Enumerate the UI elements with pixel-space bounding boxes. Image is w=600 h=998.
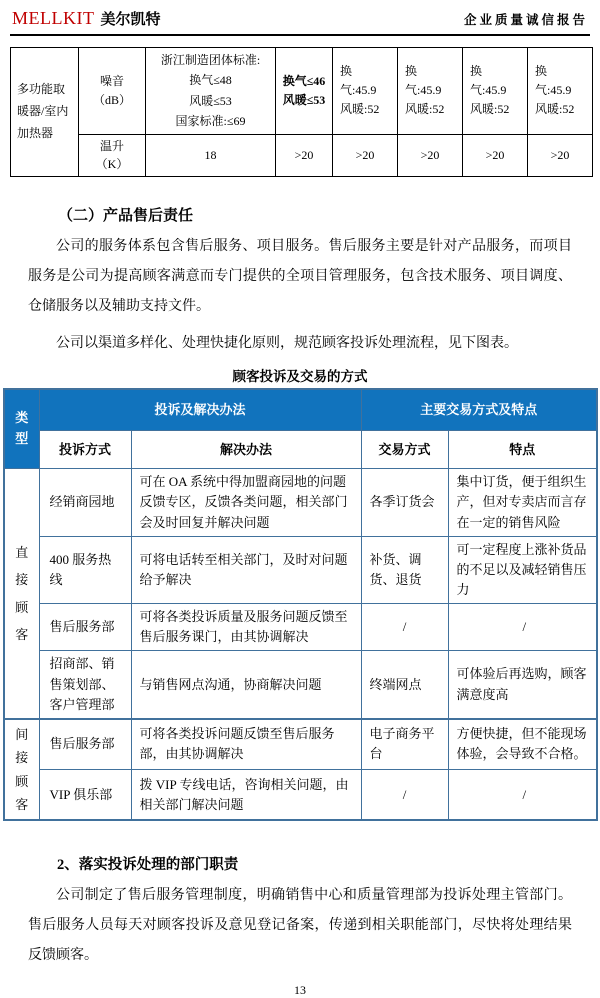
measured-line: 换 bbox=[405, 64, 418, 78]
trade-cell: 终端网点 bbox=[361, 651, 448, 719]
subheader-trade: 交易方式 bbox=[361, 431, 448, 469]
feature-cell: 可一定程度上涨补货品的不足以及减轻销售压力 bbox=[448, 536, 597, 603]
section-heading-duty: 2、落实投诉处理的部门职责 bbox=[57, 857, 239, 874]
temp-standard: 18 bbox=[146, 134, 276, 176]
header-type bbox=[4, 389, 39, 469]
measured-line: 风暖:52 bbox=[535, 102, 575, 117]
temp-value: >20 bbox=[398, 134, 463, 176]
temp-value: >20 bbox=[463, 134, 528, 176]
temp-value: >20 bbox=[333, 134, 398, 176]
standard-line: 风暖≤53 bbox=[189, 93, 232, 108]
header-complaint-group: 投诉及解决办法 bbox=[39, 389, 361, 431]
table-row bbox=[4, 651, 597, 719]
metric-unit: （K） bbox=[95, 157, 129, 172]
report-title: 企业质量诚信报告 bbox=[463, 13, 588, 27]
spec-measured-cell bbox=[463, 48, 528, 135]
spec-table bbox=[10, 47, 593, 177]
table-row bbox=[4, 469, 597, 536]
feature-cell: 集中订货，便于组织生产，但对专卖店而言存在一定的销售风险 bbox=[448, 469, 597, 536]
standard-line: 浙江制造团体标准: bbox=[160, 53, 261, 67]
measured-line: 风暖:52 bbox=[340, 102, 380, 117]
method-cell: 经销商园地 bbox=[39, 469, 131, 536]
subheader-feature: 特点 bbox=[448, 431, 597, 469]
subheader-solution: 解决办法 bbox=[131, 431, 361, 469]
complaint-table bbox=[3, 388, 598, 822]
standard-line: 国家标准:≤69 bbox=[175, 114, 246, 129]
type-label: 直接顾客 bbox=[15, 544, 29, 642]
page-number: 13 bbox=[294, 983, 306, 998]
measured-line: 换 bbox=[535, 64, 548, 78]
page-header bbox=[10, 6, 590, 36]
type-cell-direct bbox=[4, 469, 39, 719]
measured-line: 气:45.9 bbox=[470, 83, 507, 98]
limit-line: 换气≤46 bbox=[282, 74, 326, 89]
feature-cell: 方便快捷，但不能现场体验，会导致不合格。 bbox=[448, 719, 597, 770]
paragraph: 公司以渠道多样化、处理快捷化原则，规范顾客投诉处理流程，见下图表。 bbox=[56, 335, 518, 351]
table-header-row bbox=[4, 389, 597, 431]
spec-row-noise bbox=[11, 48, 593, 135]
spec-measured-cell bbox=[528, 48, 593, 135]
method-cell: VIP 俱乐部 bbox=[39, 770, 131, 821]
method-cell: 招商部、销售策划部、 客户管理部 bbox=[39, 651, 131, 719]
solution-cell: 可将各类投诉质量及服务问题反馈至售后服务课门，由其协调解决 bbox=[131, 604, 361, 651]
limit-line: 风暖≤53 bbox=[282, 92, 326, 107]
table-row bbox=[4, 536, 597, 603]
table-row bbox=[4, 719, 597, 770]
subheader-method: 投诉方式 bbox=[39, 431, 131, 469]
measured-line: 换 bbox=[340, 64, 353, 78]
metric-label: 温升 bbox=[99, 138, 124, 153]
metric-label: 噪音 bbox=[99, 74, 124, 89]
brand bbox=[12, 8, 161, 29]
temp-value: >20 bbox=[528, 134, 593, 176]
trade-cell: 各季订货会 bbox=[361, 469, 448, 536]
trade-cell: 补货、调货、退货 bbox=[361, 536, 448, 603]
spec-row-temp bbox=[11, 134, 593, 176]
spec-metric-temp bbox=[79, 134, 146, 176]
standard-line: 换气≤48 bbox=[189, 73, 232, 88]
temp-limit: >20 bbox=[276, 134, 333, 176]
brand-logo-text: MELLKIT bbox=[12, 8, 95, 28]
measured-line: 气:45.9 bbox=[535, 83, 572, 98]
spec-metric-noise bbox=[79, 48, 146, 135]
type-cell-indirect bbox=[4, 719, 39, 821]
solution-cell: 与销售网点沟通，协商解决问题 bbox=[131, 651, 361, 719]
spec-measured-cell bbox=[398, 48, 463, 135]
paragraph: 公司的服务体系包含售后服务、项目服务。售后服务主要是针对产品服务，而项目服务是公司为提高顾客满意而专门提供的全项目管理服务，包含技术服务、项目调度、仓储服务以及辅助支持文件。 bbox=[28, 238, 572, 314]
paragraph: 公司制定了售后服务管理制度，明确销售中心和质量管理部为投诉处理主管部门。售后服务人员每天对顾客投诉及意见登记备案，传递到相关职能部门，尽快将处理结果反馈顾客。 bbox=[28, 888, 572, 964]
method-cell: 售后服务部 bbox=[39, 604, 131, 651]
table-row bbox=[4, 770, 597, 821]
type-label: 间接顾客 bbox=[15, 726, 29, 812]
header-trade-group: 主要交易方式及特点 bbox=[361, 389, 597, 431]
method-cell: 售后服务部 bbox=[39, 719, 131, 770]
table-subheader-row bbox=[4, 431, 597, 469]
measured-line: 风暖:52 bbox=[470, 102, 510, 117]
trade-cell: / bbox=[361, 770, 448, 821]
feature-cell: / bbox=[448, 604, 597, 651]
table-row bbox=[4, 604, 597, 651]
measured-line: 换 bbox=[470, 64, 483, 78]
section-heading-after-sale: （二）产品售后责任 bbox=[58, 207, 194, 224]
spec-limit-cell bbox=[276, 48, 333, 135]
measured-line: 气:45.9 bbox=[340, 83, 377, 98]
spec-product-cell: 多功能取暖器/室内加热器 bbox=[11, 48, 79, 177]
measured-line: 气:45.9 bbox=[405, 83, 442, 98]
trade-cell: / bbox=[361, 604, 448, 651]
feature-cell: 可体验后再选购，顾客满意度高 bbox=[448, 651, 597, 719]
complaint-table-title: 顾客投诉及交易的方式 bbox=[232, 368, 368, 384]
solution-cell: 可将电话转至相关部门，及时对问题给予解决 bbox=[131, 536, 361, 603]
solution-cell: 拨 VIP 专线电话，咨询相关问题，由相关部门解决问题 bbox=[131, 770, 361, 821]
spec-standard-cell bbox=[146, 48, 276, 135]
header-type-label: 类型 bbox=[15, 410, 29, 446]
metric-unit: （dB） bbox=[92, 92, 131, 107]
measured-line: 风暖:52 bbox=[405, 102, 445, 117]
method-cell: 400 服务热线 bbox=[39, 536, 131, 603]
brand-name-cn: 美尔凯特 bbox=[100, 12, 161, 28]
solution-cell: 可将各类投诉问题反馈至售后服务部，由其协调解决 bbox=[131, 719, 361, 770]
feature-cell: / bbox=[448, 770, 597, 821]
spec-measured-cell bbox=[333, 48, 398, 135]
trade-cell: 电子商务平台 bbox=[361, 719, 448, 770]
solution-cell: 可在 OA 系统中得加盟商园地的问题反馈专区，反馈各类问题，相关部门会及时回复并解决问题 bbox=[131, 469, 361, 536]
